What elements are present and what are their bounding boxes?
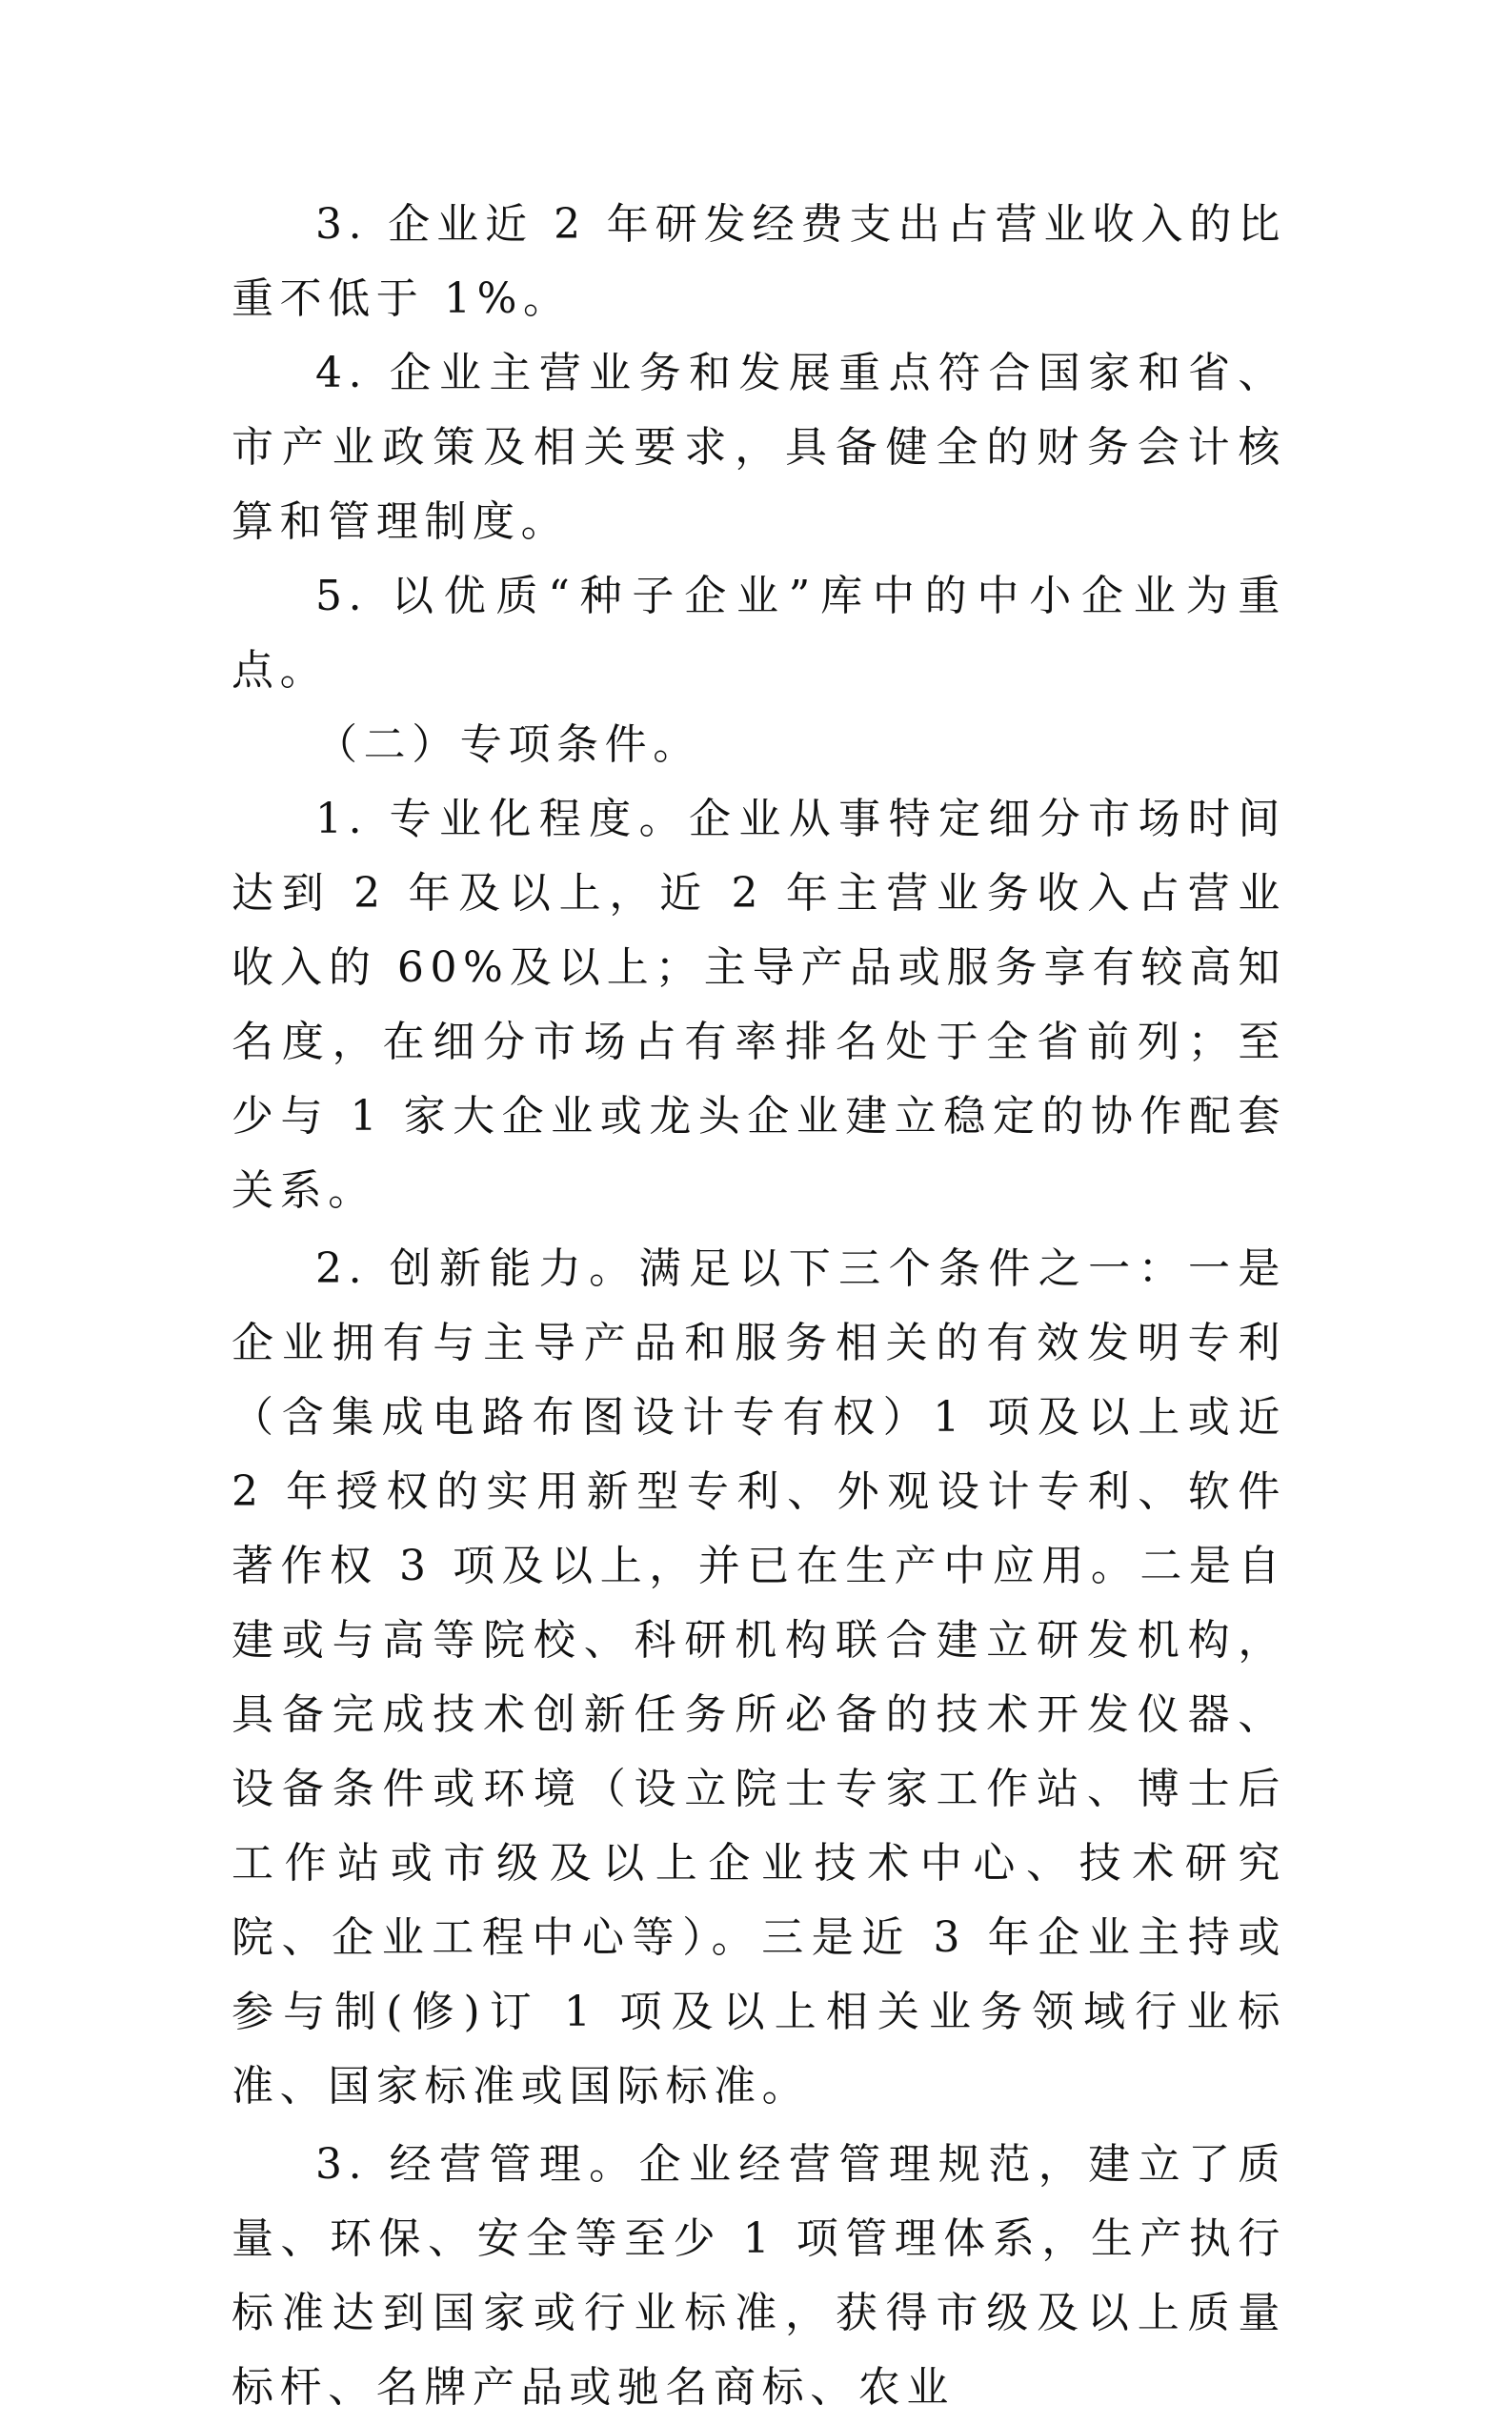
paragraph-specialization: 1. 专业化程度。企业从事特定细分市场时间达到 2 年及以上，近 2 年主营业务收入占营业收入的 60%及以上；主导产品或服务享有较高知名度，在细分市场占有率排名处于全省前列；至少与 1 家大企业或龙头企业建立稳定的协作配套关系。 bbox=[232, 795, 1286, 1215]
paragraph-seed-enterprise: 5. 以优质“种子企业”库中的中小企业为重点。 bbox=[232, 572, 1286, 695]
document-body bbox=[232, 188, 1286, 2425]
paragraph-management: 3. 经营管理。企业经营管理规范，建立了质量、环保、安全等至少 1 项管理体系，生产执行标准达到国家或行业标准，获得市级及以上质量标杆、名牌产品或驰名商标、农业 bbox=[232, 2140, 1286, 2412]
paragraph-main-business: 4. 企业主营业务和发展重点符合国家和省、市产业政策及相关要求，具备健全的财务会计核算和管理制度。 bbox=[232, 349, 1286, 546]
section-heading-special-conditions: （二）专项条件。 bbox=[315, 720, 701, 769]
paragraph-innovation: 2. 创新能力。满足以下三个条件之一：一是企业拥有与主导产品和服务相关的有效发明专利（含集成电路布图设计专有权）1 项及以上或近 2 年授权的实用新型专利、外观设计专利、软件著作权 3 项及以上，并已在生产中应用。二是自建或与高等院校、科研机构联合建立研发机构，具备完成技术创新任务所必备的技术开发仪器、设备条件或环境（设立院士专家工作站、博士后工作站或市级及以上企业技术中心、技术研究院、企业工程中心等）。三是近 3 年企业主持或参与制(修)订 1 项及以上相关业务领域行业标准、国家标准或国际标准。 bbox=[232, 1244, 1286, 2111]
paragraph-rd-expense: 3. 企业近 2 年研发经费支出占营业收入的比重不低于 1%。 bbox=[232, 200, 1286, 323]
